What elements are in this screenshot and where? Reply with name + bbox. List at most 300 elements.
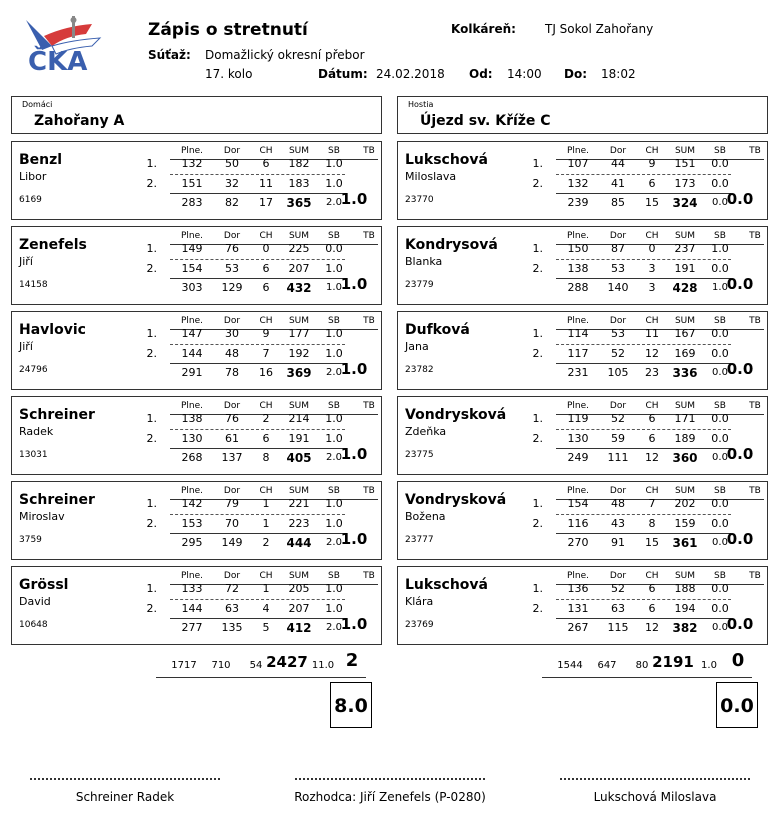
home-signature: Schreiner Radek: [75, 790, 175, 804]
game-cell: 0.0: [711, 412, 729, 425]
column-header: TB: [749, 231, 761, 241]
column-header: Dor: [223, 146, 241, 156]
column-header: CH: [259, 571, 273, 581]
column-header: CH: [259, 146, 273, 156]
player-id: 23779: [405, 280, 434, 290]
game-cell: 53: [611, 262, 625, 275]
game-cell: 221: [288, 497, 310, 510]
column-header: Plne.: [180, 146, 204, 156]
game-cell: 0.0: [711, 497, 729, 510]
away-signature: Lukschová Miloslava: [593, 790, 717, 804]
player-first-name: Jiří: [19, 340, 33, 353]
game-number: 1.: [146, 157, 157, 170]
sum-divider: [170, 363, 345, 364]
game-cell: 147: [181, 327, 203, 340]
column-header: Dor: [609, 146, 627, 156]
game-cell: 130: [567, 432, 589, 445]
row-divider: [170, 259, 345, 260]
total-cell: 1.0: [326, 282, 342, 293]
home-player-box: [11, 481, 382, 560]
game-cell: 11: [645, 327, 659, 340]
game-cell: 1: [262, 517, 270, 530]
game-cell: 223: [288, 517, 310, 530]
game-cell: 207: [288, 262, 310, 275]
column-header: Dor: [609, 231, 627, 241]
total-cell: 6: [262, 281, 270, 294]
column-header: SB: [714, 316, 726, 326]
column-header: CH: [645, 146, 659, 156]
home-total-line: [156, 677, 366, 678]
row-divider: [556, 259, 731, 260]
column-header: TB: [363, 146, 375, 156]
game-cell: 225: [288, 242, 310, 255]
column-header: CH: [645, 316, 659, 326]
game-cell: 4: [262, 602, 270, 615]
column-header: Plne.: [566, 231, 590, 241]
total-cell: 382: [672, 621, 698, 635]
game-cell: 7: [262, 347, 270, 360]
total-cell: 336: [672, 366, 698, 380]
game-cell: 132: [567, 177, 589, 190]
game-cell: 144: [181, 602, 203, 615]
home-team-box: [11, 96, 382, 134]
total-cell: 140: [607, 281, 629, 294]
column-header: Plne.: [566, 571, 590, 581]
game-number: 2.: [532, 262, 543, 275]
total-cell: 291: [181, 366, 203, 379]
total-cell: 231: [567, 366, 589, 379]
player-id: 23782: [405, 365, 434, 375]
column-header: Dor: [609, 571, 627, 581]
game-cell: 63: [225, 602, 239, 615]
game-cell: 0.0: [711, 262, 729, 275]
column-header: TB: [363, 571, 375, 581]
column-header: Dor: [223, 401, 241, 411]
total-cell: 2: [262, 536, 270, 549]
game-cell: 2: [262, 412, 270, 425]
column-header: SB: [714, 401, 726, 411]
column-header: Plne.: [566, 146, 590, 156]
home-total-sb: 11.0: [311, 660, 335, 671]
game-cell: 53: [225, 262, 239, 275]
column-header: SB: [714, 571, 726, 581]
sum-divider: [170, 618, 345, 619]
game-number: 2.: [532, 602, 543, 615]
player-surname: Vondrysková: [405, 492, 507, 508]
player-tb: 1.0: [340, 190, 368, 208]
game-cell: 133: [181, 582, 203, 595]
game-cell: 0.0: [711, 517, 729, 530]
player-surname: Zenefels: [19, 237, 87, 253]
column-header: SUM: [288, 571, 310, 581]
game-cell: 0: [262, 242, 270, 255]
game-number: 1.: [146, 242, 157, 255]
game-cell: 1.0: [325, 347, 343, 360]
player-id: 13031: [19, 450, 48, 460]
game-number: 2.: [146, 177, 157, 190]
total-cell: 324: [672, 196, 698, 210]
home-player-box: [11, 226, 382, 305]
player-surname: Vondrysková: [405, 407, 507, 423]
total-cell: 15: [645, 196, 659, 209]
game-number: 2.: [146, 347, 157, 360]
player-id: 24796: [19, 365, 48, 375]
game-cell: 138: [181, 412, 203, 425]
home-player-box: [11, 396, 382, 475]
game-cell: 192: [288, 347, 310, 360]
row-divider: [556, 429, 731, 430]
player-first-name: Božena: [405, 510, 446, 523]
game-cell: 12: [645, 347, 659, 360]
total-cell: 0.0: [712, 367, 728, 378]
game-number: 2.: [146, 262, 157, 275]
game-number: 1.: [532, 497, 543, 510]
to-label: Do:: [564, 67, 588, 81]
column-header: SUM: [674, 486, 696, 496]
player-tb: 1.0: [340, 615, 368, 633]
sum-divider: [556, 278, 731, 279]
game-cell: 151: [181, 177, 203, 190]
player-tb: 0.0: [726, 615, 754, 633]
game-cell: 107: [567, 157, 589, 170]
game-number: 2.: [532, 517, 543, 530]
sum-divider: [170, 193, 345, 194]
home-team-name: Zahořany A: [34, 113, 125, 129]
player-tb: 0.0: [726, 445, 754, 463]
game-cell: 61: [225, 432, 239, 445]
game-cell: 70: [225, 517, 239, 530]
game-cell: 171: [674, 412, 696, 425]
game-cell: 182: [288, 157, 310, 170]
game-cell: 1.0: [711, 242, 729, 255]
total-cell: 428: [672, 281, 698, 295]
player-id: 6169: [19, 195, 42, 205]
game-cell: 53: [611, 327, 625, 340]
game-cell: 138: [567, 262, 589, 275]
player-surname: Lukschová: [405, 577, 488, 593]
page-title: Zápis o stretnutí: [148, 20, 308, 40]
game-cell: 154: [567, 497, 589, 510]
player-surname: Schreiner: [19, 407, 95, 423]
row-divider: [556, 514, 731, 515]
game-cell: 183: [288, 177, 310, 190]
game-cell: 154: [181, 262, 203, 275]
game-number: 2.: [146, 602, 157, 615]
column-header: SUM: [674, 231, 696, 241]
sum-divider: [556, 533, 731, 534]
game-cell: 0.0: [711, 432, 729, 445]
game-number: 1.: [532, 157, 543, 170]
game-cell: 207: [288, 602, 310, 615]
column-header: Plne.: [566, 401, 590, 411]
total-cell: 1.0: [712, 282, 728, 293]
home-total-dor: 710: [211, 660, 231, 671]
column-header: Dor: [223, 571, 241, 581]
home-total-tb: 2: [345, 650, 359, 671]
player-first-name: Jiří: [19, 255, 33, 268]
game-cell: 114: [567, 327, 589, 340]
game-cell: 9: [262, 327, 270, 340]
game-cell: 6: [648, 602, 656, 615]
date-value: 24.02.2018: [376, 67, 445, 81]
from-value: 14:00: [507, 67, 542, 81]
sum-divider: [556, 363, 731, 364]
total-cell: 239: [567, 196, 589, 209]
total-cell: 78: [225, 366, 239, 379]
game-cell: 48: [225, 347, 239, 360]
player-first-name: Libor: [19, 170, 47, 183]
away-caption: Hostia: [408, 100, 434, 109]
game-cell: 0.0: [711, 157, 729, 170]
column-header: SUM: [674, 401, 696, 411]
total-cell: 12: [645, 451, 659, 464]
column-header: SB: [714, 231, 726, 241]
column-header: SB: [328, 316, 340, 326]
game-cell: 9: [648, 157, 656, 170]
away-total-dor: 647: [597, 660, 617, 671]
total-cell: 149: [221, 536, 243, 549]
column-header: CH: [645, 486, 659, 496]
game-number: 2.: [532, 177, 543, 190]
home-points: 8.0: [330, 682, 372, 728]
competition-value: Domažlický okresní přebor: [205, 48, 365, 62]
column-header: TB: [363, 316, 375, 326]
game-cell: 72: [225, 582, 239, 595]
game-cell: 6: [262, 262, 270, 275]
player-surname: Grössl: [19, 577, 69, 593]
game-cell: 131: [567, 602, 589, 615]
game-cell: 1.0: [325, 177, 343, 190]
game-cell: 52: [611, 582, 625, 595]
column-header: CH: [259, 231, 273, 241]
away-total-line: [542, 677, 752, 678]
column-header: Dor: [609, 316, 627, 326]
total-cell: 432: [286, 281, 312, 295]
game-cell: 63: [611, 602, 625, 615]
game-cell: 142: [181, 497, 203, 510]
game-cell: 132: [181, 157, 203, 170]
total-cell: 365: [286, 196, 312, 210]
total-cell: 111: [607, 451, 629, 464]
total-cell: 369: [286, 366, 312, 380]
total-cell: 105: [607, 366, 629, 379]
player-id: 23770: [405, 195, 434, 205]
cka-logo: [22, 16, 104, 74]
game-cell: 41: [611, 177, 625, 190]
game-cell: 1.0: [325, 497, 343, 510]
sum-divider: [556, 448, 731, 449]
player-tb: 1.0: [340, 445, 368, 463]
game-cell: 0.0: [711, 327, 729, 340]
game-number: 1.: [532, 582, 543, 595]
column-header: SUM: [288, 146, 310, 156]
total-cell: 129: [221, 281, 243, 294]
column-header: Plne.: [180, 401, 204, 411]
game-number: 2.: [532, 347, 543, 360]
column-header: CH: [645, 401, 659, 411]
column-header: SB: [328, 146, 340, 156]
game-cell: 1.0: [325, 327, 343, 340]
player-first-name: Miloslava: [405, 170, 457, 183]
away-player-box: [397, 226, 768, 305]
player-surname: Benzl: [19, 152, 63, 168]
column-header: TB: [749, 401, 761, 411]
game-cell: 87: [611, 242, 625, 255]
game-cell: 59: [611, 432, 625, 445]
row-divider: [556, 344, 731, 345]
game-cell: 1: [262, 497, 270, 510]
game-cell: 8: [648, 517, 656, 530]
column-header: Dor: [223, 231, 241, 241]
game-cell: 0: [648, 242, 656, 255]
row-divider: [170, 429, 345, 430]
game-cell: 189: [674, 432, 696, 445]
game-cell: 6: [648, 432, 656, 445]
total-cell: 85: [611, 196, 625, 209]
game-cell: 79: [225, 497, 239, 510]
column-header: TB: [749, 316, 761, 326]
game-cell: 0.0: [711, 177, 729, 190]
total-cell: 15: [645, 536, 659, 549]
player-first-name: Klára: [405, 595, 434, 608]
game-cell: 214: [288, 412, 310, 425]
home-total-ch: 54: [249, 660, 263, 671]
player-id: 14158: [19, 280, 48, 290]
home-caption: Domáci: [22, 100, 53, 109]
alley-label: Kolkáreň:: [451, 22, 516, 36]
player-surname: Havlovic: [19, 322, 86, 338]
column-header: TB: [363, 486, 375, 496]
game-number: 1.: [532, 412, 543, 425]
svg-text:ČKA: ČKA: [28, 47, 88, 74]
game-cell: 191: [674, 262, 696, 275]
game-cell: 1.0: [325, 602, 343, 615]
total-cell: 360: [672, 451, 698, 465]
row-divider: [170, 514, 345, 515]
column-header: SUM: [288, 486, 310, 496]
game-number: 2.: [532, 432, 543, 445]
game-cell: 119: [567, 412, 589, 425]
game-cell: 0.0: [711, 347, 729, 360]
game-cell: 6: [262, 432, 270, 445]
game-cell: 1.0: [325, 432, 343, 445]
player-surname: Dufková: [405, 322, 470, 338]
player-first-name: Blanka: [405, 255, 443, 268]
game-cell: 149: [181, 242, 203, 255]
total-cell: 0.0: [712, 622, 728, 633]
total-cell: 277: [181, 621, 203, 634]
game-cell: 169: [674, 347, 696, 360]
column-header: SUM: [288, 401, 310, 411]
game-number: 1.: [146, 327, 157, 340]
column-header: Dor: [609, 486, 627, 496]
column-header: Plne.: [566, 486, 590, 496]
player-tb: 1.0: [340, 530, 368, 548]
game-cell: 117: [567, 347, 589, 360]
away-total-sb: 1.0: [701, 660, 717, 671]
row-divider: [170, 344, 345, 345]
total-cell: 412: [286, 621, 312, 635]
game-cell: 32: [225, 177, 239, 190]
game-cell: 0.0: [711, 582, 729, 595]
game-number: 1.: [146, 582, 157, 595]
game-cell: 11: [259, 177, 273, 190]
column-header: SB: [328, 231, 340, 241]
player-id: 3759: [19, 535, 42, 545]
from-label: Od:: [469, 67, 493, 81]
away-player-box: [397, 481, 768, 560]
away-player-box: [397, 566, 768, 645]
column-header: SB: [328, 401, 340, 411]
game-cell: 1: [262, 582, 270, 595]
home-player-box: [11, 566, 382, 645]
column-header: TB: [363, 231, 375, 241]
away-signature-line: [560, 778, 750, 780]
home-total-sum: 2427: [266, 653, 308, 671]
total-cell: 249: [567, 451, 589, 464]
player-id: 23769: [405, 620, 434, 630]
game-cell: 52: [611, 412, 625, 425]
game-cell: 191: [288, 432, 310, 445]
column-header: CH: [259, 316, 273, 326]
column-header: Plne.: [180, 486, 204, 496]
column-header: CH: [645, 571, 659, 581]
column-header: TB: [749, 571, 761, 581]
total-cell: 268: [181, 451, 203, 464]
game-cell: 6: [648, 412, 656, 425]
total-cell: 5: [262, 621, 270, 634]
home-player-box: [11, 311, 382, 390]
total-cell: 2.0: [326, 622, 342, 633]
referee-signature-line: [295, 778, 485, 780]
game-cell: 159: [674, 517, 696, 530]
column-header: Plne.: [180, 571, 204, 581]
total-cell: 0.0: [712, 452, 728, 463]
player-first-name: David: [19, 595, 51, 608]
away-team-name: Újezd sv. Kříže C: [420, 113, 551, 129]
total-cell: 82: [225, 196, 239, 209]
game-number: 1.: [532, 242, 543, 255]
sum-divider: [170, 278, 345, 279]
player-first-name: Zdeňka: [405, 425, 447, 438]
home-player-box: [11, 141, 382, 220]
column-header: Dor: [223, 316, 241, 326]
game-cell: 6: [648, 582, 656, 595]
game-cell: 1.0: [325, 582, 343, 595]
total-cell: 267: [567, 621, 589, 634]
column-header: Plne.: [566, 316, 590, 326]
row-divider: [556, 174, 731, 175]
player-first-name: Radek: [19, 425, 54, 438]
away-player-box: [397, 311, 768, 390]
game-cell: 1.0: [325, 262, 343, 275]
total-cell: 270: [567, 536, 589, 549]
row-divider: [556, 599, 731, 600]
column-header: SUM: [674, 316, 696, 326]
away-total-ch: 80: [635, 660, 649, 671]
game-cell: 6: [262, 157, 270, 170]
player-first-name: Miroslav: [19, 510, 65, 523]
away-player-box: [397, 396, 768, 475]
away-total-plne: 1544: [557, 660, 583, 671]
game-cell: 52: [611, 347, 625, 360]
game-number: 2.: [146, 517, 157, 530]
game-cell: 76: [225, 412, 239, 425]
column-header: SB: [328, 486, 340, 496]
away-player-box: [397, 141, 768, 220]
total-cell: 405: [286, 451, 312, 465]
column-header: SUM: [288, 231, 310, 241]
